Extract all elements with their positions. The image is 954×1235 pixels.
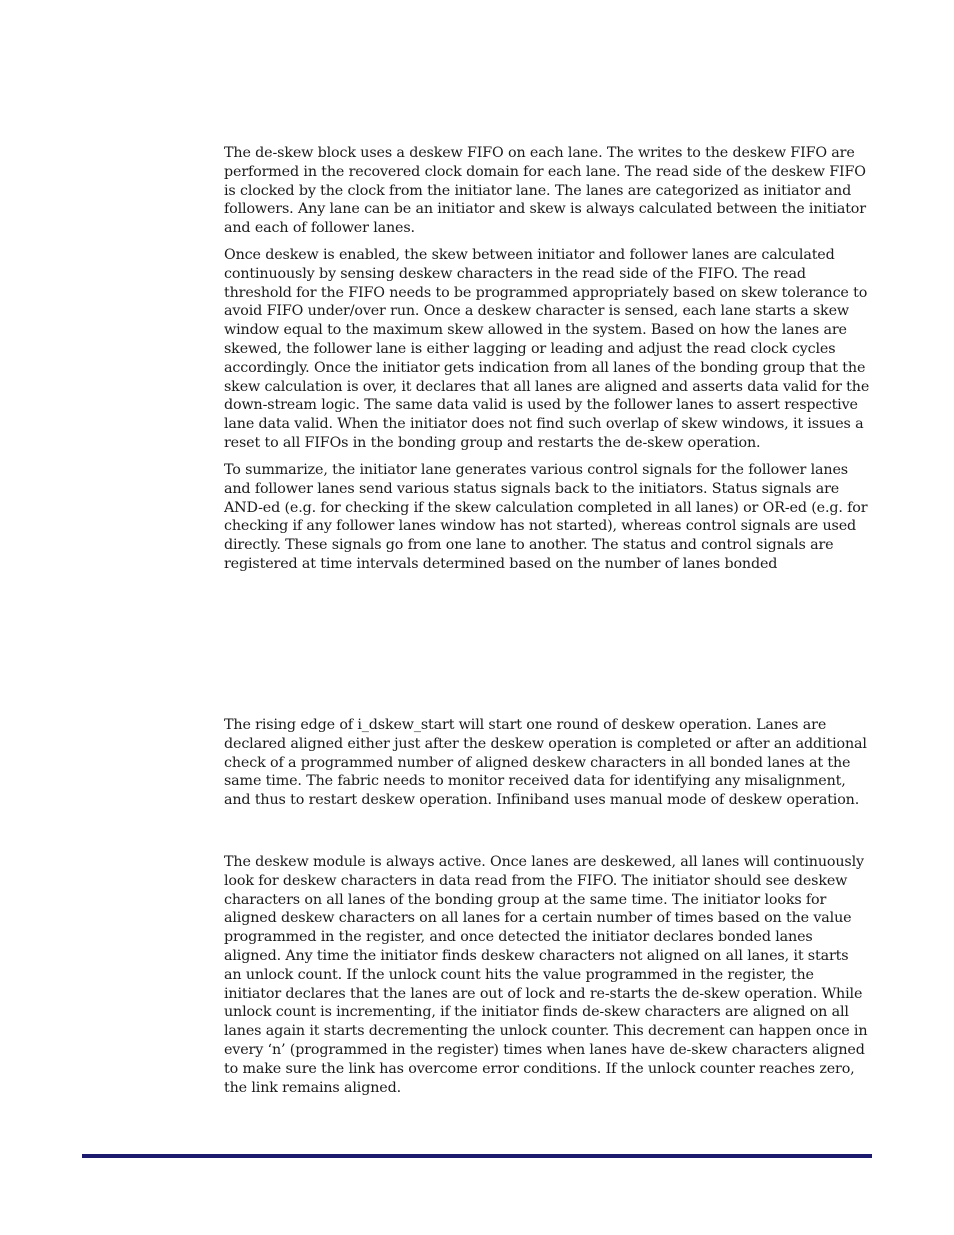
paragraph-auto-mode: The deskew module is always active. Once lanes are deskewed, all lanes will continuously look for deskew characters in data read from the FIFO. The initiator should see deskew characters on all lanes of the bonding group at the same time. The initiator looks for aligned deskew characters on all lanes for a certain number of times based on the value programmed in the register, and once detected the initiator declares bonded lanes aligned. Any time the initiator finds deskew characters not aligned on all lanes, it starts an unlock count. If the unlock count hits the value programmed in the register, the initiator declares that the lanes are out of lock and re-starts the de-skew operation. While unlock count is incrementing, if the initiator finds de-skew characters are aligned on all lanes again it starts decrementing the unlock counter. This decrement can happen once in every ‘n’ (programmed in the register) times when lanes have de-skew characters aligned to make sure the link has overcome error conditions. If the unlock counter reaches zero, the link remains aligned. bbox=[224, 854, 868, 1096]
paragraph-deskew-fifo: The de-skew block uses a deskew FIFO on each lane. The writes to the deskew FIFO are performed in the recovered clock domain for each lane. The read side of the deskew FIFO is clocked by the clock from the initiator lane. The lanes are categorized as initiator and followers. Any lane can be an initiator and skew is always calculated between the initiator and each of follower lanes. bbox=[224, 145, 866, 237]
paragraph-summary: To summarize, the initiator lane generates various control signals for the follower lanes and follower lanes send various status signals back to the initiators. Status signals are AND-ed (e.g. for checking if the skew calculation completed in all lanes) or OR-ed (e.g. for checking if any follower lanes window has not started), whereas control signals are used directly. These signals go from one lane to another. The status and control signals are registered at time intervals determined based on the number of lanes bonded bbox=[224, 462, 868, 572]
footer-divider bbox=[82, 1154, 872, 1158]
paragraph-deskew-calculation: Once deskew is enabled, the skew between initiator and follower lanes are calculated continuously by sensing deskew characters in the read side of the FIFO. The read threshold for the FIFO needs to be programmed appropriately based on skew tolerance to avoid FIFO under/over run. Once a deskew character is sensed, each lane starts a skew window equal to the maximum skew allowed in the system. Based on how the lanes are skewed, the follower lane is either lagging or leading and adjust the read clock cycles accordingly. Once the initiator gets indication from all lanes of the bonding group that the skew calculation is over, it declares that all lanes are aligned and asserts data valid for the down-stream logic. The same data valid is used by the follower lanes to assert respective lane data valid. When the initiator does not find such overlap of skew windows, it issues a reset to all FIFOs in the bonding group and restarts the de-skew operation. bbox=[224, 247, 870, 451]
paragraph-manual-mode: The rising edge of i_dskew_start will start one round of deskew operation. Lanes are declared aligned either just after the deskew operation is completed or after an additional check of a programmed number of aligned deskew characters in all bonded lanes at the same time. The fabric needs to monitor received data for identifying any misalignment, and thus to restart deskew operation. Infiniband uses manual mode of deskew operation. bbox=[224, 717, 867, 809]
